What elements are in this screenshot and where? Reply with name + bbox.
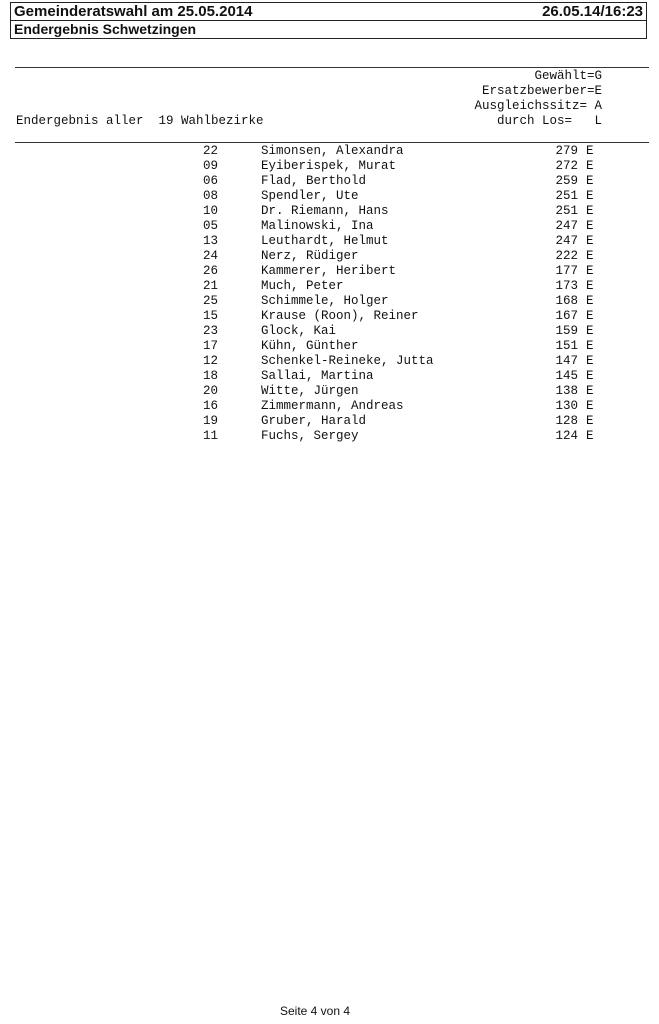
candidate-number: 25 — [202, 294, 218, 308]
report-subtitle: Endergebnis Schwetzingen — [14, 21, 197, 37]
vote-count: 159 — [555, 324, 578, 338]
top-divider — [15, 67, 649, 68]
candidate-number: 22 — [202, 144, 218, 158]
candidate-number: 11 — [202, 429, 218, 443]
table-row — [0, 219, 659, 234]
legend-ersatzbewerber: Ersatzbewerber=E — [481, 84, 602, 98]
status-mark: E — [586, 294, 594, 308]
candidate-number: 21 — [202, 279, 218, 293]
status-mark: E — [586, 234, 594, 248]
status-mark: E — [586, 279, 594, 293]
status-mark: E — [586, 159, 594, 173]
status-mark: E — [586, 399, 594, 413]
vote-count: 247 — [555, 234, 578, 248]
status-mark: E — [586, 264, 594, 278]
report-title: Gemeinderatswahl am 25.05.2014 — [14, 3, 253, 20]
vote-count: 147 — [555, 354, 578, 368]
candidate-name: Much, Peter — [261, 279, 344, 293]
page-number: Seite 4 von 4 — [279, 1004, 351, 1018]
status-mark: E — [586, 249, 594, 263]
candidate-number: 26 — [202, 264, 218, 278]
report-header — [10, 2, 647, 39]
table-row — [0, 294, 659, 309]
candidate-name: Simonsen, Alexandra — [261, 144, 404, 158]
candidate-name: Kammerer, Heribert — [261, 264, 397, 278]
table-row — [0, 279, 659, 294]
vote-count: 145 — [555, 369, 578, 383]
candidate-number: 05 — [202, 219, 218, 233]
vote-count: 173 — [555, 279, 578, 293]
candidate-name: Flad, Berthold — [261, 174, 367, 188]
candidate-number: 06 — [202, 174, 218, 188]
header-title-row — [11, 3, 646, 21]
table-row — [0, 384, 659, 399]
candidate-number: 08 — [202, 189, 218, 203]
candidate-name: Glock, Kai — [261, 324, 337, 338]
table-row — [0, 309, 659, 324]
candidate-number: 10 — [202, 204, 218, 218]
candidate-name: Nerz, Rüdiger — [261, 249, 359, 263]
table-divider — [15, 142, 649, 143]
vote-count: 222 — [555, 249, 578, 263]
status-mark: E — [586, 219, 594, 233]
table-row — [0, 399, 659, 414]
vote-count: 177 — [555, 264, 578, 278]
status-mark: E — [586, 369, 594, 383]
vote-count: 259 — [555, 174, 578, 188]
vote-count: 167 — [555, 309, 578, 323]
table-row — [0, 429, 659, 444]
candidate-number: 20 — [202, 384, 218, 398]
table-row — [0, 234, 659, 249]
vote-count: 279 — [555, 144, 578, 158]
candidate-number: 24 — [202, 249, 218, 263]
candidate-name: Schenkel-Reineke, Jutta — [261, 354, 434, 368]
results-list — [0, 144, 659, 444]
table-row — [0, 204, 659, 219]
candidate-name: Sallai, Martina — [261, 369, 374, 383]
legend-ausgleichssitz: Ausgleichssitz= A — [474, 99, 602, 113]
table-row — [0, 189, 659, 204]
summary-label: Endergebnis aller 19 Wahlbezirke — [16, 114, 264, 128]
candidate-name: Dr. Riemann, Hans — [261, 204, 389, 218]
candidate-name: Zimmermann, Andreas — [261, 399, 404, 413]
candidate-name: Schimmele, Holger — [261, 294, 389, 308]
status-mark: E — [586, 354, 594, 368]
status-mark: E — [586, 309, 594, 323]
table-row — [0, 174, 659, 189]
vote-count: 251 — [555, 204, 578, 218]
status-mark: E — [586, 324, 594, 338]
table-row — [0, 354, 659, 369]
table-row — [0, 144, 659, 159]
legend-durch-los: durch Los= L — [496, 114, 602, 128]
vote-count: 168 — [555, 294, 578, 308]
table-row — [0, 339, 659, 354]
report-timestamp: 26.05.14/16:23 — [542, 3, 643, 20]
table-row — [0, 414, 659, 429]
status-mark: E — [586, 339, 594, 353]
candidate-number: 13 — [202, 234, 218, 248]
table-row — [0, 324, 659, 339]
table-row — [0, 249, 659, 264]
status-mark: E — [586, 144, 594, 158]
candidate-name: Kühn, Günther — [261, 339, 359, 353]
status-mark: E — [586, 414, 594, 428]
vote-count: 251 — [555, 189, 578, 203]
legend-gewaehlt: Gewählt=G — [534, 69, 602, 83]
vote-count: 130 — [555, 399, 578, 413]
candidate-name: Krause (Roon), Reiner — [261, 309, 419, 323]
vote-count: 272 — [555, 159, 578, 173]
vote-count: 151 — [555, 339, 578, 353]
candidate-name: Malinowski, Ina — [261, 219, 374, 233]
candidate-name: Spendler, Ute — [261, 189, 359, 203]
vote-count: 138 — [555, 384, 578, 398]
candidate-name: Leuthardt, Helmut — [261, 234, 389, 248]
candidate-number: 15 — [202, 309, 218, 323]
status-mark: E — [586, 204, 594, 218]
status-mark: E — [586, 174, 594, 188]
candidate-number: 12 — [202, 354, 218, 368]
candidate-number: 17 — [202, 339, 218, 353]
status-mark: E — [586, 429, 594, 443]
candidate-number: 19 — [202, 414, 218, 428]
table-row — [0, 264, 659, 279]
candidate-name: Witte, Jürgen — [261, 384, 359, 398]
table-row — [0, 369, 659, 384]
candidate-number: 23 — [202, 324, 218, 338]
candidate-name: Fuchs, Sergey — [261, 429, 359, 443]
vote-count: 128 — [555, 414, 578, 428]
candidate-name: Gruber, Harald — [261, 414, 367, 428]
vote-count: 247 — [555, 219, 578, 233]
status-mark: E — [586, 189, 594, 203]
table-row — [0, 159, 659, 174]
candidate-number: 09 — [202, 159, 218, 173]
vote-count: 124 — [555, 429, 578, 443]
candidate-name: Eyiberispek, Murat — [261, 159, 397, 173]
candidate-number: 16 — [202, 399, 218, 413]
candidate-number: 18 — [202, 369, 218, 383]
status-mark: E — [586, 384, 594, 398]
